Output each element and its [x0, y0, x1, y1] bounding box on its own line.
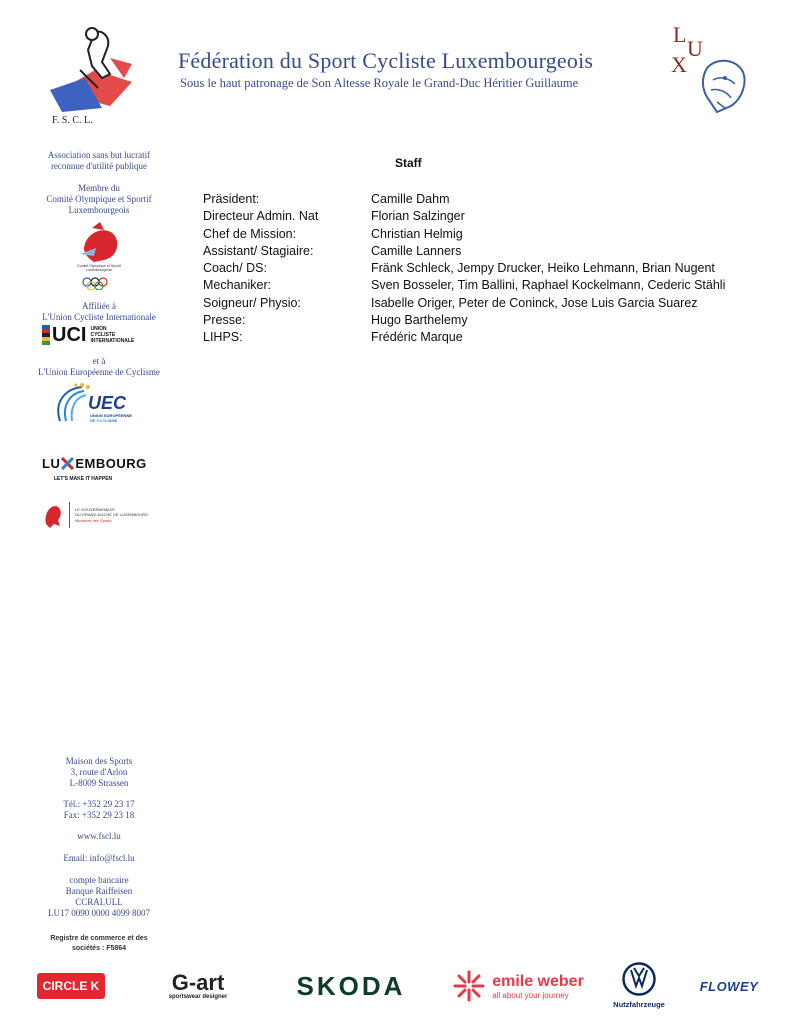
fax-line: Fax: +352 29 23 18	[63, 810, 135, 820]
gov-text	[75, 507, 148, 524]
staff-names: Camille Lanners	[371, 243, 462, 258]
luxembourg-brand-logo	[42, 456, 162, 482]
lux-letter-u: U	[687, 36, 703, 61]
address-block	[14, 756, 184, 789]
luxembourg-x-icon	[61, 457, 74, 470]
fscl-logo	[40, 20, 150, 128]
skoda-mark: SKODA	[296, 970, 406, 1001]
uec-text-line: UNION EUROPÉENNE	[90, 413, 133, 418]
emile-weber-sub: all about your journey	[492, 990, 569, 1000]
staff-row	[203, 226, 763, 243]
et-line: et à	[92, 356, 106, 366]
uec-text	[90, 413, 132, 423]
gov-divider	[69, 502, 70, 528]
emile-weber-logo	[448, 966, 588, 1006]
bank-line: Banque Raiffeisen	[65, 886, 133, 896]
uci-text-line: UNION	[90, 326, 107, 332]
affiliee-line: Affiliée à	[81, 301, 117, 311]
registre-line: Registre de commerce et des	[50, 935, 148, 942]
staff-row	[203, 191, 763, 208]
lux-letter-x: X	[671, 52, 687, 77]
cosl-lion-icon	[74, 218, 124, 290]
uec-mark: UEC	[88, 393, 127, 413]
membre-line: Luxembourgeois	[68, 205, 130, 215]
flowey-mark: FLOWEY	[699, 978, 759, 994]
membre-line: Comité Olympique et Sportif	[46, 194, 152, 204]
lux-lion-logo	[665, 20, 750, 120]
staff-role: Coach/ DS:	[203, 261, 267, 276]
gov-lion-icon	[42, 502, 64, 528]
affiliee-text	[14, 301, 184, 323]
affiliee-line: L'Union Cycliste Internationale	[42, 312, 156, 322]
circlek-badge: CIRCLE K	[37, 973, 106, 999]
staff-row	[203, 329, 763, 346]
address-line: L-8009 Strassen	[69, 778, 129, 788]
registre-line: sociétés : F5864	[71, 945, 127, 952]
staff-names: Frédéric Marque	[371, 330, 463, 345]
staff-row	[203, 260, 763, 277]
address-line: Maison des Sports	[65, 756, 133, 766]
uec-logo	[52, 381, 152, 425]
luxembourg-left: LU	[42, 456, 61, 471]
gart-mark: G-art	[171, 970, 225, 995]
uec-text-line: DE CYCLISME	[90, 418, 118, 423]
website-link[interactable]: www.fscl.lu	[77, 831, 121, 841]
staff-list	[203, 191, 763, 347]
staff-names: Isabelle Origer, Peter de Coninck, Jose Luis Garcia Suarez	[371, 295, 698, 310]
staff-role: Präsident:	[203, 192, 260, 206]
membre-text	[14, 183, 184, 216]
luxembourg-tagline: LET'S MAKE IT HAPPEN	[54, 476, 113, 482]
gov-ministry: Ministère des Sports	[75, 517, 112, 523]
uci-mark: UCI	[52, 323, 87, 346]
staff-names: Sven Bosseler, Tim Ballini, Raphael Kockelmann, Cederic Stähli	[371, 278, 726, 293]
address-line: 3, route d'Arlon	[70, 767, 128, 777]
staff-row	[203, 312, 763, 329]
staff-row	[203, 208, 763, 225]
staff-names: Camille Dahm	[371, 192, 450, 206]
emile-weber-icon	[452, 969, 486, 1003]
emile-weber-text	[492, 973, 584, 1000]
gart-logo	[160, 966, 236, 1006]
uec-swoosh-icon	[52, 381, 92, 425]
staff-names: Florian Salzinger	[371, 209, 465, 224]
bank-line: compte bancaire	[69, 875, 129, 885]
vw-sub: Nutzfahrzeuge	[613, 1000, 665, 1009]
staff-names: Christian Helmig	[371, 226, 463, 241]
bank-line: CCRALULL	[75, 897, 123, 907]
staff-title: Staff	[395, 156, 422, 170]
gart-sub: sportswear designer	[168, 994, 228, 1000]
header-subtitle: Sous le haut patronage de Son Altesse Royale le Grand-Duc Héritier Guillaume	[180, 76, 579, 90]
uci-stripes-icon	[42, 325, 50, 345]
association-line: Association sans but lucratif	[47, 150, 151, 160]
membre-line: Membre du	[78, 183, 120, 193]
lux-letter-l: L	[673, 22, 687, 47]
staff-role: LIHPS:	[203, 330, 243, 345]
staff-row	[203, 295, 763, 312]
vw-logo	[602, 962, 676, 1014]
association-line: reconnue d'utilité publique	[50, 161, 148, 171]
circlek-logo	[28, 966, 114, 1006]
staff-role: Soigneur/ Physio:	[203, 295, 301, 310]
staff-role: Directeur Admin. Nat	[203, 209, 319, 224]
uci-logo	[42, 324, 162, 346]
email-link[interactable]: Email: info@fscl.lu	[63, 853, 135, 863]
staff-names: Hugo Barthelemy	[371, 313, 468, 328]
cosl-caption: Comité Olympique et Sportif Luxembourgeois	[77, 264, 121, 272]
staff-row	[203, 277, 763, 294]
uci-text-line: INTERNATIONALE	[90, 338, 135, 344]
bank-block	[14, 875, 184, 919]
fscl-initials: F. S. C. L.	[52, 115, 93, 126]
association-text	[14, 150, 184, 172]
phone-block	[14, 799, 184, 821]
phone-line: Tél.: +352 29 23 17	[63, 799, 135, 809]
emile-weber-mark: emile weber	[492, 972, 584, 990]
cosl-logo	[74, 218, 124, 290]
luxembourg-right: EMBOURG	[75, 456, 147, 471]
staff-row	[203, 243, 763, 260]
vw-icon	[622, 962, 656, 996]
luxembourg-wordmark	[42, 456, 162, 471]
staff-role: Presse:	[203, 313, 246, 328]
staff-role: Assistant/ Stagiaire:	[203, 243, 314, 258]
skoda-logo	[276, 966, 426, 1006]
staff-role: Mechaniker:	[203, 278, 272, 293]
et-line: L'Union Européenne de Cyclisme	[38, 367, 160, 377]
gouvernement-logo	[42, 500, 172, 530]
registre-block	[14, 934, 184, 954]
uci-text-line: CYCLISTE	[90, 332, 116, 338]
lion-icon	[665, 20, 750, 120]
cyclist-logo-icon	[40, 20, 150, 128]
gov-line: LE GOUVERNEMENT	[75, 506, 116, 512]
gov-line: DU GRAND-DUCHÉ DE LUXEMBOURG	[75, 512, 149, 518]
header-title: Fédération du Sport Cycliste Luxembourgeois	[178, 48, 594, 73]
staff-names: Fränk Schleck, Jempy Drucker, Heiko Lehmann, Brian Nugent	[371, 261, 715, 276]
flowey-logo	[696, 966, 762, 1006]
iban-line: LU17 0090 0000 4099 8007	[48, 908, 150, 918]
staff-role: Chef de Mission:	[203, 226, 297, 241]
uci-text	[90, 326, 134, 344]
et-text	[14, 356, 184, 378]
